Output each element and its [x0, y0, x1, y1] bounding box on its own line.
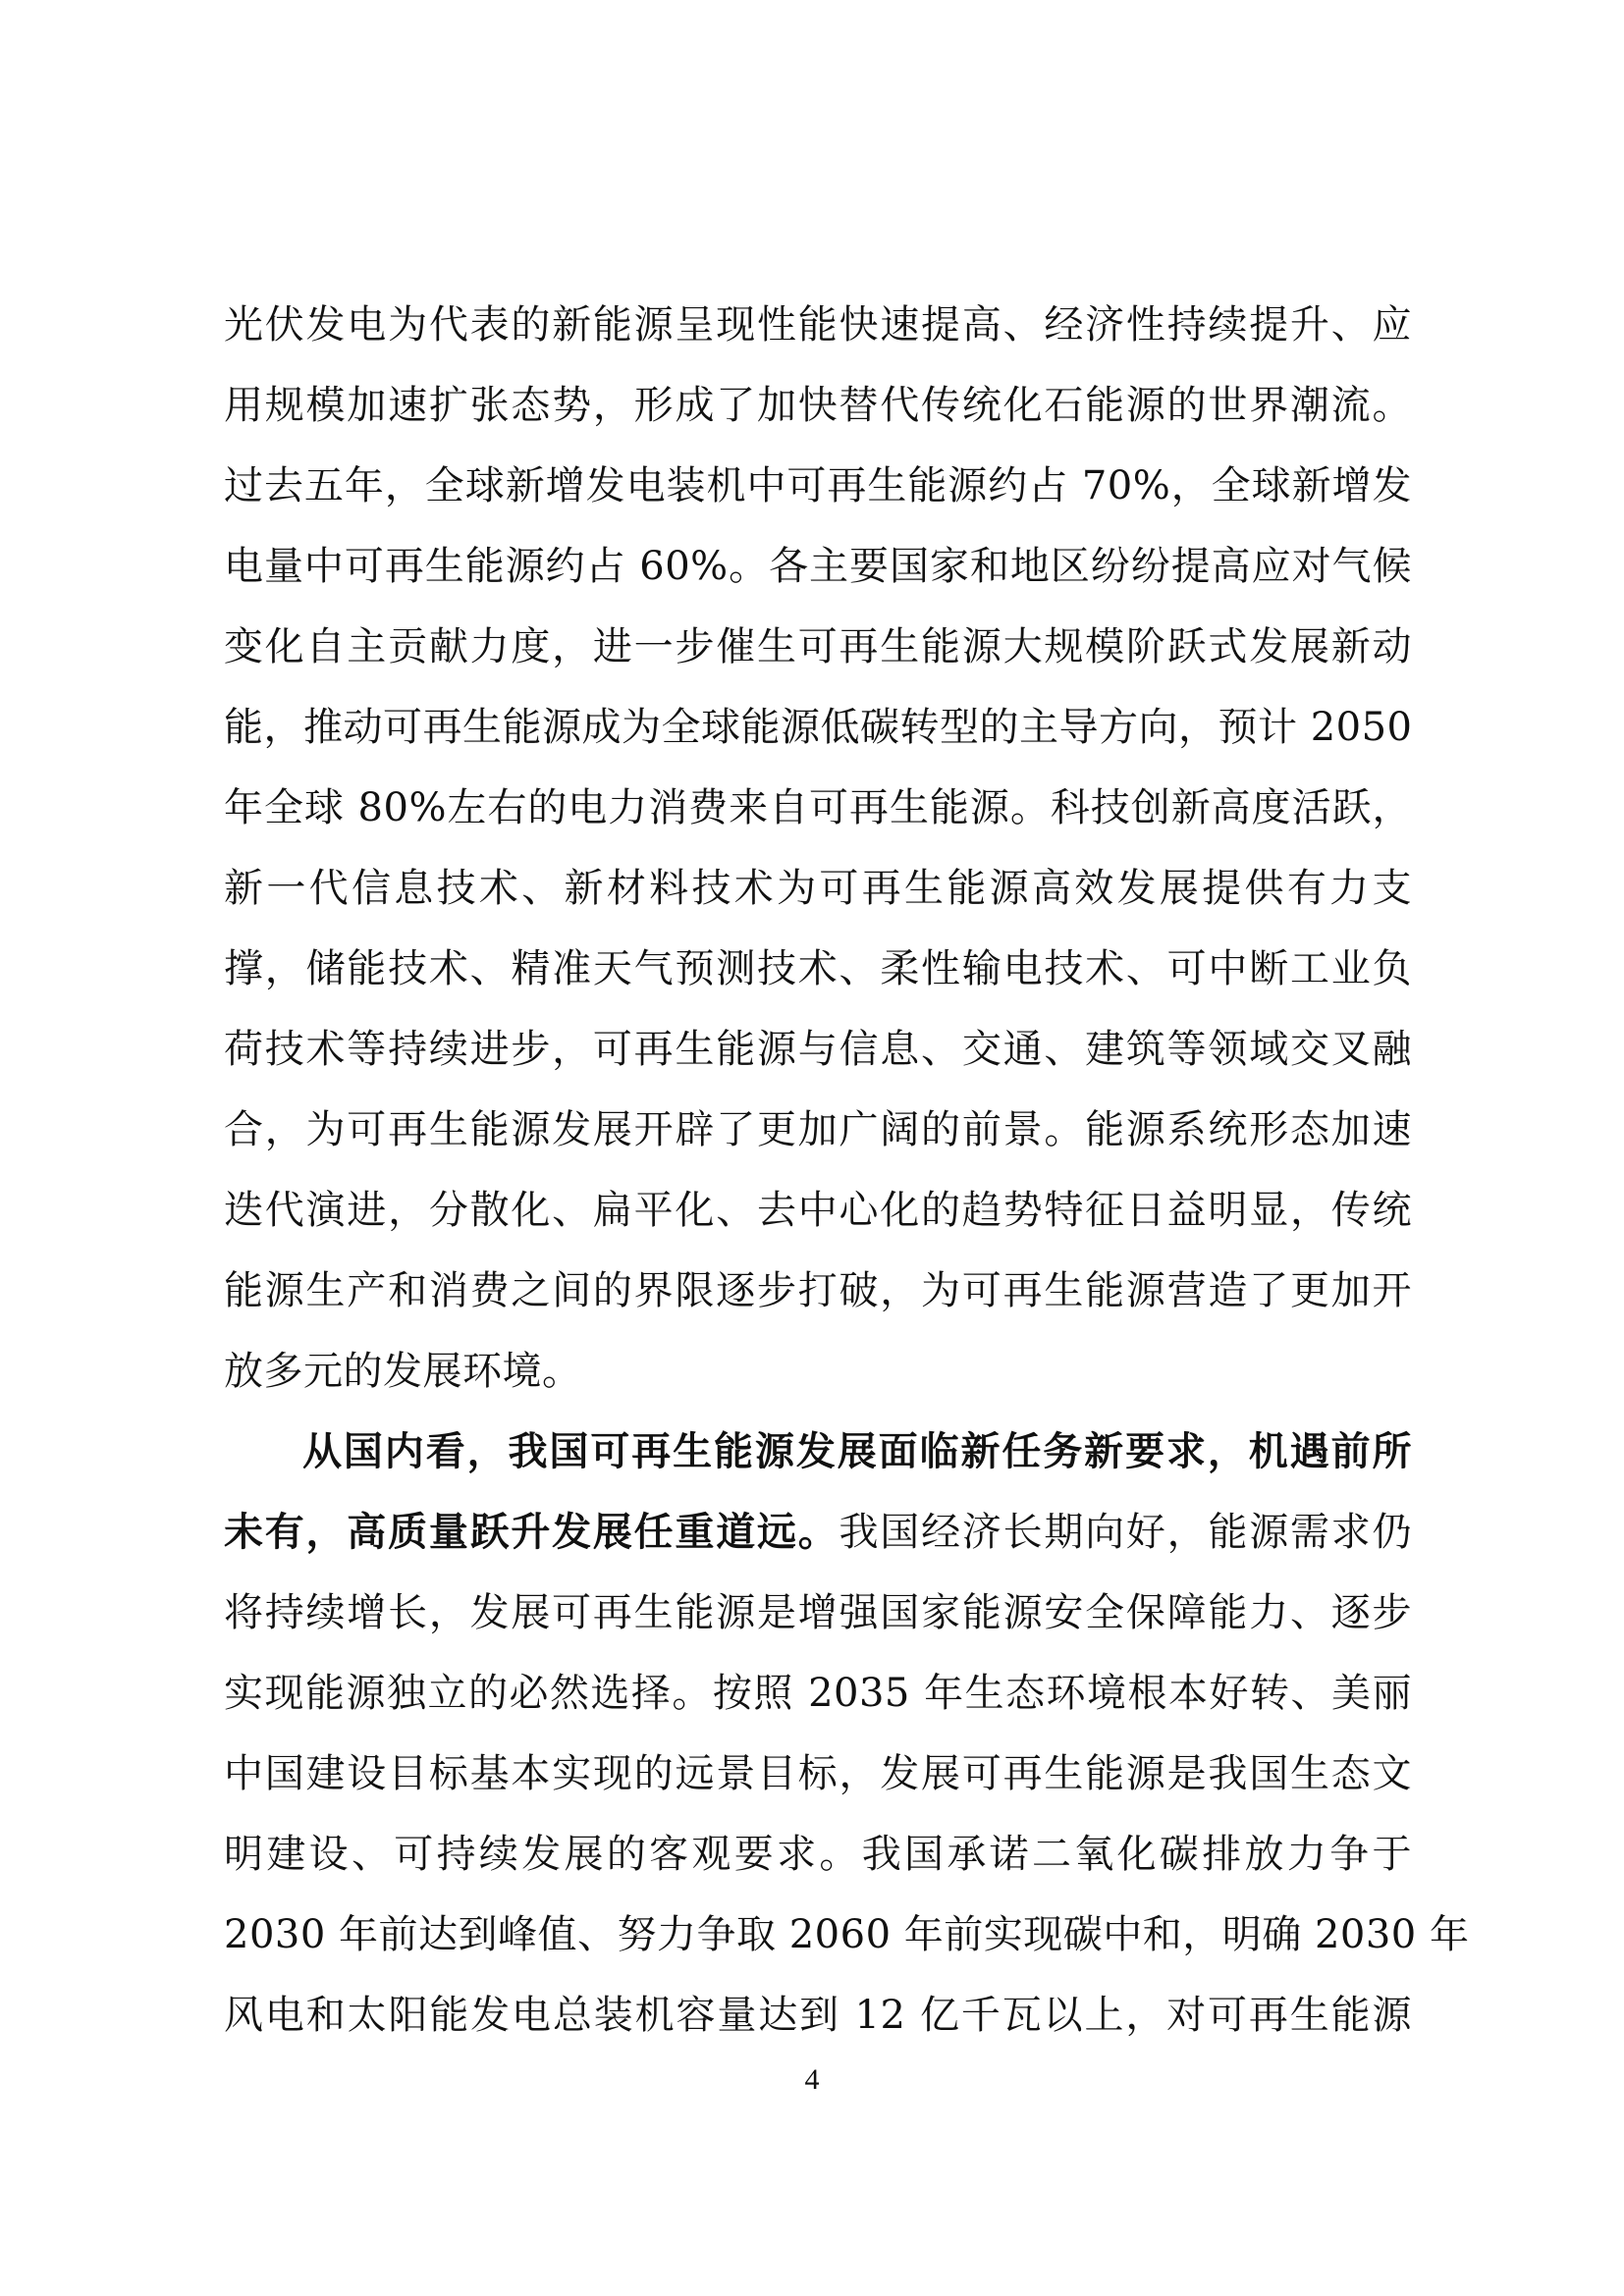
paragraph-line: 光伏发电为代表的新能源呈现性能快速提高、经济性持续提升、应 [224, 302, 1412, 347]
paragraph-line: 过去五年，全球新增发电装机中可再生能源约占 70%，全球新增发 [224, 463, 1412, 508]
paragraph-lead-text: 未有，高质量跃升发展任重道远。 [224, 1509, 839, 1555]
paragraph-line: 2030 年前达到峰值、努力争取 2060 年前实现碳中和，明确 2030 年 [224, 1912, 1470, 1957]
paragraph-line: 风电和太阳能发电总装机容量达到 12 亿千瓦以上，对可再生能源 [224, 1993, 1412, 2038]
paragraph-line: 新一代信息技术、新材料技术为可再生能源高效发展提供有力支 [224, 866, 1412, 911]
body-text [224, 285, 1470, 2056]
page-number: 4 [804, 2063, 820, 2096]
paragraph-line: 实现能源独立的必然选择。按照 2035 年生态环境根本好转、美丽 [224, 1671, 1412, 1716]
paragraph-1 [224, 285, 1412, 1412]
paragraph-text: 我国经济长期向好，能源需求仍 [839, 1510, 1413, 1555]
paragraph-line: 能源生产和消费之间的界限逐步打破，为可再生能源营造了更加开 [224, 1268, 1412, 1313]
paragraph-line: 年全球 80%左右的电力消费来自可再生能源。科技创新高度活跃， [224, 785, 1412, 830]
paragraph-line: 能，推动可再生能源成为全球能源低碳转型的主导方向，预计 2050 [224, 705, 1413, 750]
paragraph-2 [224, 1412, 1470, 2056]
paragraph-line: 荷技术等持续进步，可再生能源与信息、交通、建筑等领域交叉融 [224, 1027, 1412, 1072]
paragraph-line: 用规模加速扩张态势，形成了加快替代传统化石能源的世界潮流。 [224, 383, 1412, 428]
paragraph-line: 撑，储能技术、精准天气预测技术、柔性输电技术、可中断工业负 [224, 946, 1412, 991]
paragraph-line: 将持续增长，发展可再生能源是增强国家能源安全保障能力、逐步 [224, 1590, 1412, 1635]
paragraph-line: 中国建设目标基本实现的远景目标，发展可再生能源是我国生态文 [224, 1751, 1412, 1796]
paragraph-line: 电量中可再生能源约占 60%。各主要国家和地区纷纷提高应对气候 [224, 544, 1412, 589]
paragraph-lead-line: 从国内看，我国可再生能源发展面临新任务新要求，机遇前所 [302, 1428, 1412, 1474]
paragraph-line [224, 1492, 1412, 1573]
paragraph-line: 迭代演进，分散化、扁平化、去中心化的趋势特征日益明显，传统 [224, 1188, 1412, 1233]
paragraph-line: 合，为可再生能源发展开辟了更加广阔的前景。能源系统形态加速 [224, 1107, 1412, 1152]
paragraph-line: 变化自主贡献力度，进一步催生可再生能源大规模阶跃式发展新动 [224, 624, 1412, 669]
paragraph-line: 放多元的发展环境。 [224, 1349, 582, 1394]
paragraph-line: 明建设、可持续发展的客观要求。我国承诺二氧化碳排放力争于 [224, 1832, 1412, 1877]
